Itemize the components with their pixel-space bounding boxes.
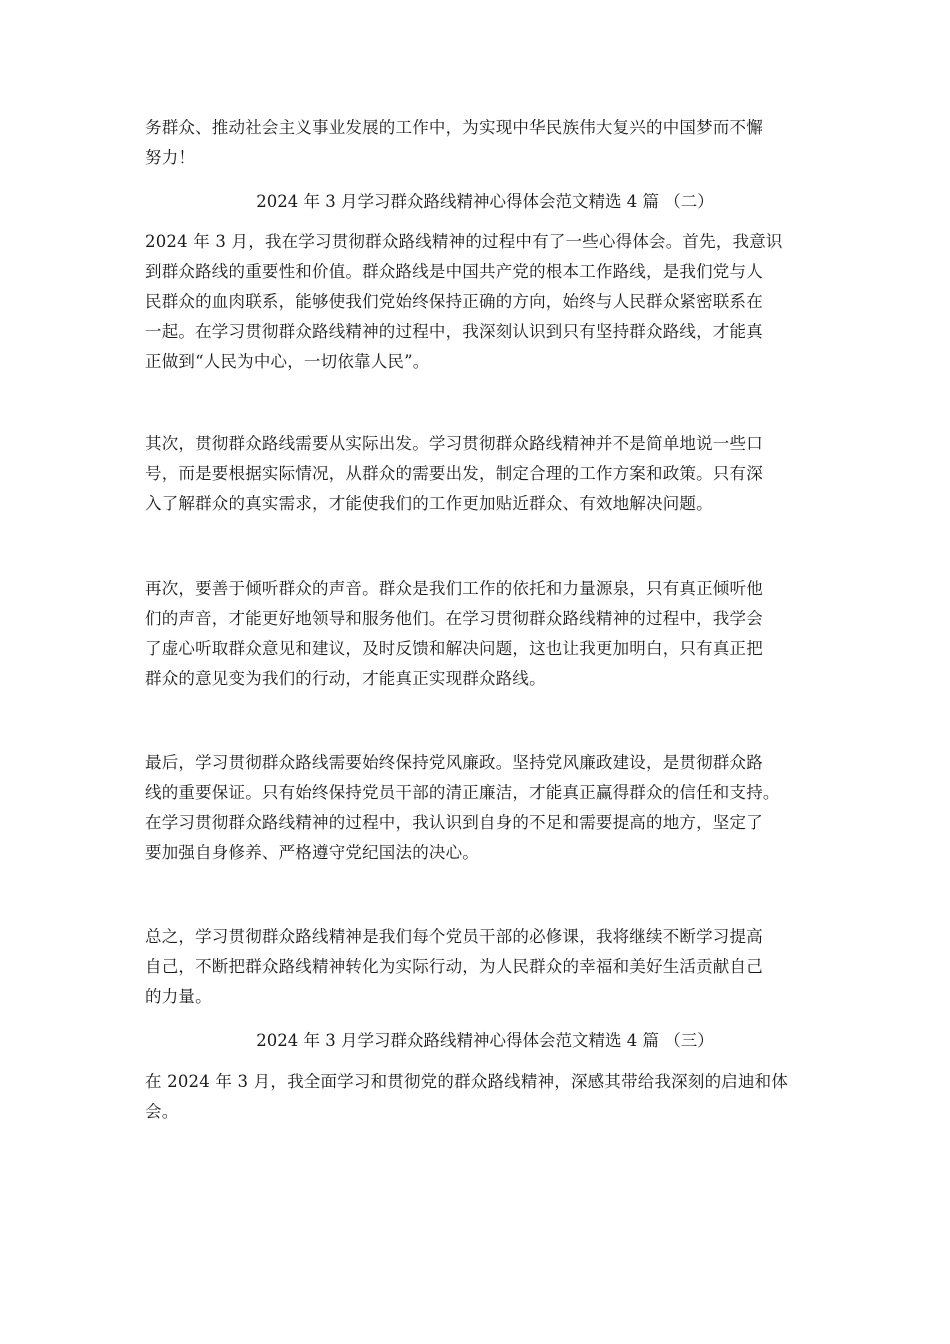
paragraph-line: 2024 年 3 月，我在学习贯彻群众路线精神的过程中有了一些心得体会。首先，我意识 — [145, 232, 783, 251]
paragraph-line: 要加强自身修养、严格遵守党纪国法的决心。 — [145, 843, 479, 862]
section-heading-2: 2024 年 3 月学习群众路线精神心得体会范文精选 4 篇 （二） — [256, 192, 714, 211]
paragraph-line: 努力！ — [145, 148, 196, 167]
section-heading-3: 2024 年 3 月学习群众路线精神心得体会范文精选 4 篇 （三） — [256, 1031, 714, 1050]
paragraph-line: 了虚心听取群众意见和建议，及时反馈和解决问题，这也让我更加明白，只有真正把 — [145, 639, 763, 658]
paragraph-line: 会。 — [145, 1102, 179, 1121]
paragraph-line: 最后，学习贯彻群众路线需要始终保持党风廉政。坚持党风廉政建设，是贯彻群众路 — [145, 753, 763, 772]
section-three-intro-paragraph — [145, 1067, 825, 1127]
paragraph-line: 再次，要善于倾听群众的声音。群众是我们工作的依托和力量源泉，只有真正倾听他 — [145, 579, 763, 598]
paragraph-line: 务群众、推动社会主义事业发展的工作中，为实现中华民族伟大复兴的中国梦而不懈 — [145, 118, 763, 137]
intro-paragraph — [145, 227, 825, 377]
continuation-paragraph — [145, 113, 825, 173]
paragraph-line: 民群众的血肉联系，能够使我们党始终保持正确的方向，始终与人民群众紧密联系在 — [145, 292, 763, 311]
second-paragraph — [145, 429, 825, 519]
paragraph-line: 的力量。 — [145, 987, 212, 1006]
paragraph-line: 群众的意见变为我们的行动，才能真正实现群众路线。 — [145, 669, 546, 688]
paragraph-line: 到群众路线的重要性和价值。群众路线是中国共产党的根本工作路线，是我们党与人 — [145, 262, 763, 281]
last-paragraph — [145, 748, 825, 868]
third-paragraph — [145, 574, 825, 694]
paragraph-line: 自己，不断把群众路线精神转化为实际行动，为人民群众的幸福和美好生活贡献自己 — [145, 957, 763, 976]
paragraph-line: 一起。在学习贯彻群众路线精神的过程中，我深刻认识到只有坚持群众路线，才能真 — [145, 322, 763, 341]
paragraph-line: 号，而是要根据实际情况，从群众的需要出发，制定合理的工作方案和政策。只有深 — [145, 464, 763, 483]
paragraph-line: 线的重要保证。只有始终保持党员干部的清正廉洁，才能真正赢得群众的信任和支持。 — [145, 783, 780, 802]
paragraph-line: 入了解群众的真实需求，才能使我们的工作更加贴近群众、有效地解决问题。 — [145, 494, 713, 513]
paragraph-line: 们的声音，才能更好地领导和服务他们。在学习贯彻群众路线精神的过程中，我学会 — [145, 609, 763, 628]
paragraph-line: 总之，学习贯彻群众路线精神是我们每个党员干部的必修课，我将继续不断学习提高 — [145, 927, 763, 946]
summary-paragraph — [145, 922, 825, 1012]
paragraph-line: 在学习贯彻群众路线精神的过程中，我认识到自身的不足和需要提高的地方，坚定了 — [145, 813, 763, 832]
paragraph-line: 其次，贯彻群众路线需要从实际出发。学习贯彻群众路线精神并不是简单地说一些口 — [145, 434, 763, 453]
paragraph-line: 在 2024 年 3 月，我全面学习和贯彻党的群众路线精神，深感其带给我深刻的启迪和体 — [145, 1072, 789, 1091]
paragraph-line: 正做到“人民为中心，一切依靠人民”。 — [145, 352, 430, 371]
